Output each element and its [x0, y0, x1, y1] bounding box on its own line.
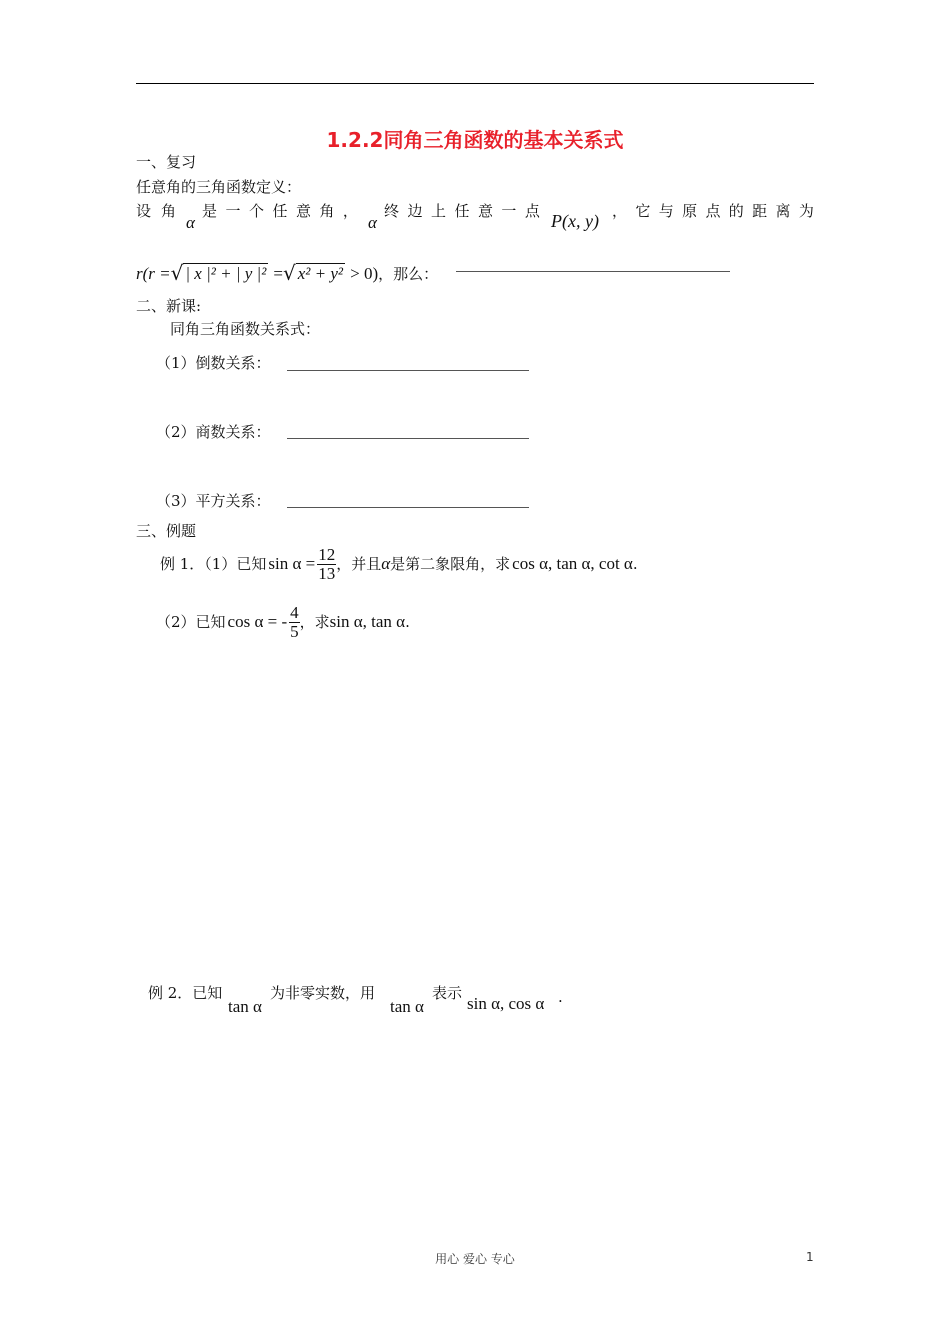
def-char: 任 [454, 202, 470, 220]
def-char: 与 [658, 202, 674, 220]
alpha-symbol: α [381, 554, 391, 573]
ex2-express: 表示 [432, 984, 463, 1002]
ex2-tan-2: tan α [390, 997, 424, 1016]
def-char: 意 [295, 202, 311, 220]
answer-blank-definition[interactable] [456, 271, 730, 272]
header-rule [136, 83, 814, 84]
def-char: 离 [775, 202, 791, 220]
def-char: 角 [160, 202, 176, 220]
def-char: 一 [501, 202, 517, 220]
def-char: 角 [319, 202, 335, 220]
ex1b-cos-expr: cos α = - [227, 612, 288, 631]
ex1-prefix: 例 1．（1）已知 [160, 555, 267, 573]
def-char: 它 [635, 202, 651, 220]
new-lesson-subtitle: 同角三角函数关系式： [170, 320, 321, 338]
answer-blank-reciprocal[interactable] [287, 370, 529, 371]
definition-line-1 [136, 202, 814, 236]
def-char: 任 [272, 202, 288, 220]
def-char: 一 [225, 202, 241, 220]
review-subtitle: 任意角的三角函数定义： [136, 178, 302, 196]
then-text: ，那么： [378, 265, 439, 283]
def-char: 终 [384, 202, 400, 220]
def-char: 距 [752, 202, 768, 220]
ex1-sin-expr: sin α = [268, 554, 316, 573]
fraction-12-13 [317, 546, 336, 583]
def-char: 原 [682, 202, 698, 220]
radius-formula: r(r =√ | x |² + | y |² =√ x² + y² > 0)，那么： [136, 261, 439, 285]
reciprocal-relation-label: （1）倒数关系： [156, 354, 271, 372]
answer-blank-quotient[interactable] [287, 438, 529, 439]
sqrt-abs-sum: | x |² + | y |² [185, 264, 267, 283]
ex1-quadrant-text: 是第二象限角，求 [390, 555, 511, 573]
point-p: P(x, y) [551, 211, 599, 231]
def-char: ， [342, 202, 358, 220]
review-heading: 一、复习 [136, 153, 197, 171]
def-char: 为 [798, 202, 814, 220]
ex1b-find: ，求 [299, 613, 330, 631]
period: . [405, 613, 410, 631]
ex1b-targets: sin α, tan α [329, 612, 406, 631]
footer-slogan: 用心 爱心 专心 [435, 1252, 515, 1266]
fraction-4-5 [289, 604, 300, 641]
ex2-mid: 为非零实数，用 [270, 984, 376, 1002]
new-lesson-heading: 二、新课: [136, 297, 202, 315]
def-char: 上 [430, 202, 446, 220]
def-char: 意 [477, 202, 493, 220]
def-char: 是 [202, 202, 218, 220]
def-char: 的 [728, 202, 744, 220]
example-1-part-2 [156, 598, 410, 646]
numerator: 4 [290, 602, 299, 622]
ex1b-prefix: （2）已知 [156, 613, 226, 631]
alpha-symbol: α [186, 213, 195, 232]
page-number: 1 [806, 1250, 814, 1264]
answer-blank-square[interactable] [287, 507, 529, 508]
ex2-prefix: 例 2．已知 [148, 984, 223, 1002]
ex2-targets: sin α, cos α [467, 994, 545, 1013]
def-char: ， [612, 202, 628, 220]
def-char: 点 [705, 202, 721, 220]
def-char: 边 [407, 202, 423, 220]
sqrt-square-sum: x² + y² [297, 264, 344, 283]
ex1-targets: cos α, tan α, cot α [512, 554, 633, 573]
numerator: 12 [318, 544, 336, 564]
period: . [632, 555, 638, 573]
examples-heading: 三、例题 [136, 522, 197, 540]
period: . [558, 988, 563, 1006]
ex1-and: ，并且 [336, 555, 382, 573]
equals-sign: = [273, 264, 284, 283]
r-prefix: r(r = [136, 264, 171, 283]
quotient-relation-label: （2）商数关系： [156, 423, 271, 441]
def-char: 点 [524, 202, 540, 220]
square-relation-label: （3）平方关系： [156, 492, 271, 510]
alpha-symbol: α [368, 213, 377, 232]
page-title: 1.2.2同角三角函数的基本关系式 [326, 128, 624, 152]
denominator: 5 [290, 621, 299, 641]
def-char: 设 [136, 202, 152, 220]
denominator: 13 [318, 563, 336, 583]
ex2-tan-1: tan α [228, 997, 262, 1016]
def-char: 个 [248, 202, 264, 220]
example-1-part-1 [160, 540, 638, 588]
greater-than-zero: > 0) [350, 264, 379, 283]
